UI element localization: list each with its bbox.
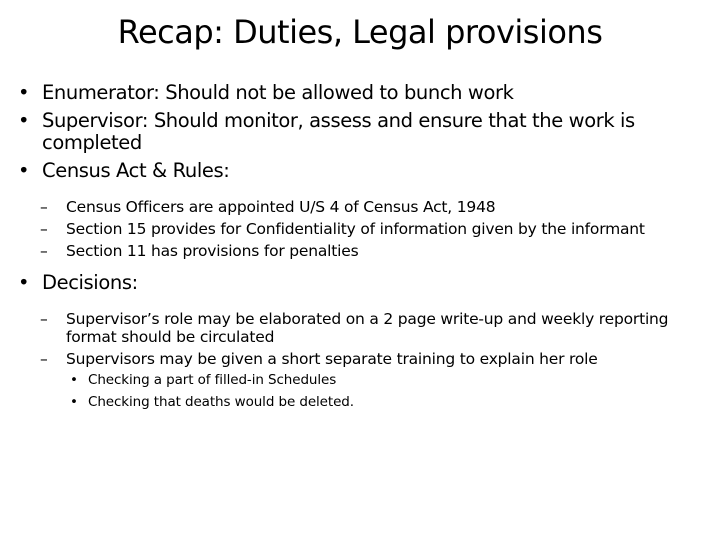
sub-bullet-section-11 bbox=[40, 242, 708, 260]
sub-sub-bullet-checking-deaths bbox=[70, 394, 708, 410]
sub-bullet-text: Supervisors may be given a short separate training to explain her role bbox=[66, 350, 598, 368]
bullet-icon: • bbox=[70, 394, 78, 410]
bullet-census-act bbox=[18, 160, 708, 182]
bullet-icon: • bbox=[18, 159, 30, 182]
bullet-icon: • bbox=[70, 372, 78, 388]
dash-icon: – bbox=[40, 350, 48, 368]
slide-title: Recap: Duties, Legal provisions bbox=[117, 13, 603, 51]
dash-icon: – bbox=[40, 220, 48, 238]
sub-bullet-supervisor-role bbox=[40, 310, 708, 346]
bullet-icon: • bbox=[18, 271, 30, 294]
sub-bullet-section-15 bbox=[40, 220, 708, 238]
dash-icon: – bbox=[40, 242, 48, 260]
sub-bullet-census-officers bbox=[40, 198, 708, 216]
sub-sub-bullet-text: Checking that deaths would be deleted. bbox=[88, 394, 354, 410]
bullet-decisions bbox=[18, 272, 708, 294]
bullet-enumerator bbox=[18, 82, 708, 104]
sub-bullet-supervisor-training bbox=[40, 350, 708, 368]
sub-bullet-text: Census Officers are appointed U/S 4 of Census Act, 1948 bbox=[66, 198, 496, 216]
bullet-icon: • bbox=[18, 81, 30, 104]
bullet-text: Decisions: bbox=[42, 271, 138, 294]
bullet-icon: • bbox=[18, 109, 30, 132]
bullet-text: Enumerator: Should not be allowed to bunch work bbox=[42, 81, 514, 104]
slide-content bbox=[18, 82, 708, 416]
sub-bullet-text: Section 15 provides for Confidentiality of information given by the informant bbox=[66, 220, 645, 238]
sub-bullet-text: Supervisor’s role may be elaborated on a 2 page write-up and weekly reporting format should be circulated bbox=[66, 310, 669, 346]
bullet-supervisor bbox=[18, 110, 708, 154]
bullet-text: Census Act & Rules: bbox=[42, 159, 230, 182]
sub-sub-bullet-text: Checking a part of filled-in Schedules bbox=[88, 372, 337, 388]
bullet-text: Supervisor: Should monitor, assess and ensure that the work is completed bbox=[42, 109, 635, 154]
dash-icon: – bbox=[40, 198, 48, 216]
sub-bullet-text: Section 11 has provisions for penalties bbox=[66, 242, 359, 260]
dash-icon: – bbox=[40, 310, 48, 328]
sub-sub-bullet-checking-schedules bbox=[70, 372, 708, 388]
